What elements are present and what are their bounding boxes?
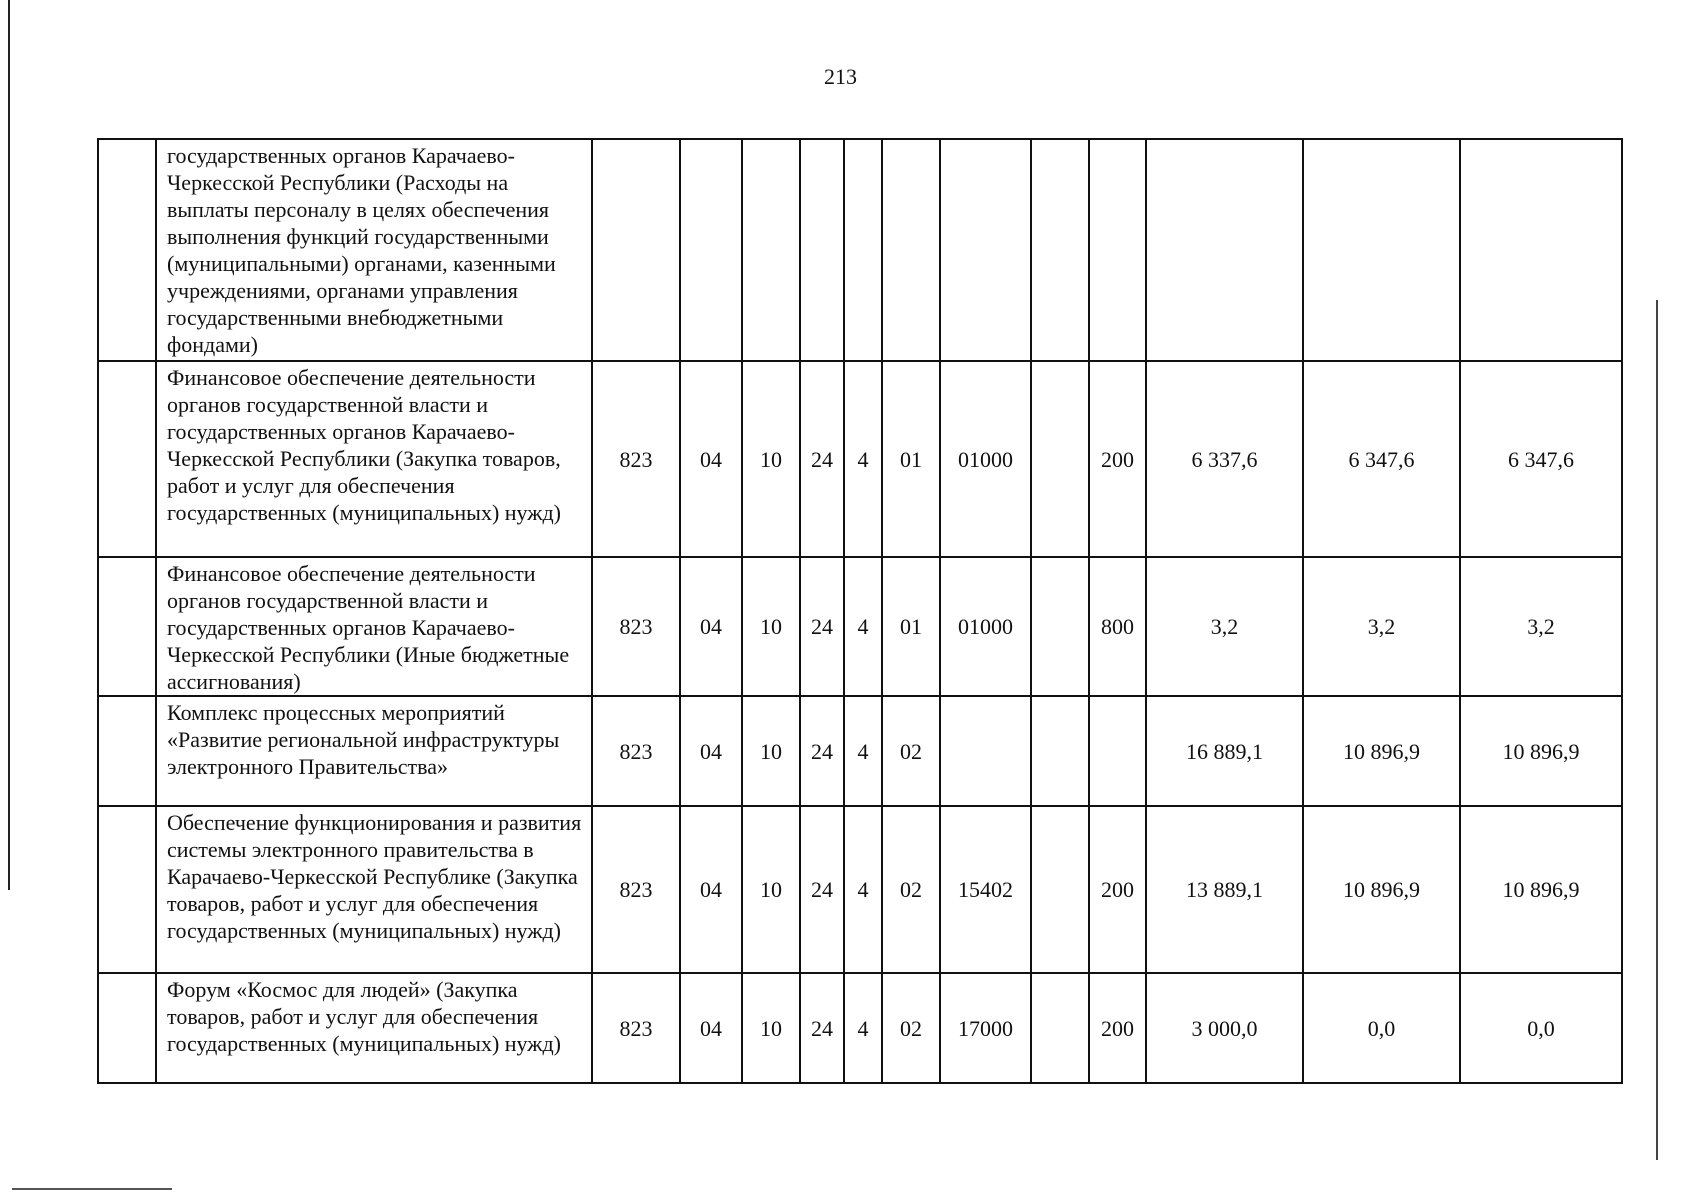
amount-3-cell: 10 896,9 [1460,696,1622,806]
row-marker-cell [98,806,156,973]
description-cell: Финансовое обеспечение деятельности органов государственной власти и государственных органов Карачаево-Черкесской Республики (Закупка товаров, работ и услуг для обеспечения государственных (муниципальных) нужд) [156,361,592,557]
amount-1-cell: 3 000,0 [1146,973,1303,1083]
section-cell: 04 [680,361,742,557]
amount-2-cell: 6 347,6 [1303,361,1460,557]
subprogram-cell: 4 [844,806,882,973]
row-marker-cell [98,973,156,1083]
code-cell [592,139,680,361]
scan-edge-left [8,0,10,890]
blank-cell [1031,696,1089,806]
blank-cell [1031,139,1089,361]
subsection-cell: 10 [742,973,800,1083]
blank-cell [1031,557,1089,696]
row-marker-cell [98,361,156,557]
program-cell: 24 [800,696,844,806]
blank-cell [1031,806,1089,973]
code-cell: 823 [592,557,680,696]
subprogram-cell: 4 [844,973,882,1083]
code-cell: 823 [592,361,680,557]
amount-3-cell: 10 896,9 [1460,806,1622,973]
measure-cell: 02 [882,973,940,1083]
direction-cell [940,696,1031,806]
code-cell: 823 [592,696,680,806]
measure-cell: 01 [882,557,940,696]
subprogram-cell [844,139,882,361]
code-cell: 823 [592,806,680,973]
page-number: 213 [824,64,857,89]
description-cell: государственных органов Карачаево-Черкесской Республики (Расходы на выплаты персоналу в целях обеспечения выполнения функций государственными (муниципальными) органами, казенными учреждениями, органами управления государственными внебюджетными фондами) [156,139,592,361]
code-cell: 823 [592,973,680,1083]
expense-type-cell: 800 [1089,557,1146,696]
expense-type-cell [1089,139,1146,361]
scan-edge-right [1656,300,1658,1160]
measure-cell [882,139,940,361]
table-row [98,806,1622,973]
row-marker-cell [98,696,156,806]
description-cell: Финансовое обеспечение деятельности органов государственной власти и государственных органов Карачаево-Черкесской Республики (Иные бюджетные ассигнования) [156,557,592,696]
program-cell: 24 [800,806,844,973]
amount-1-cell: 3,2 [1146,557,1303,696]
direction-cell: 15402 [940,806,1031,973]
table-row [98,973,1622,1083]
amount-1-cell: 16 889,1 [1146,696,1303,806]
amount-3-cell [1460,139,1622,361]
subsection-cell: 10 [742,696,800,806]
amount-2-cell: 10 896,9 [1303,696,1460,806]
amount-1-cell: 13 889,1 [1146,806,1303,973]
scan-edge-bottom [12,1188,172,1190]
description-cell: Комплекс процессных мероприятий «Развитие региональной инфраструктуры электронного Правительства» [156,696,592,806]
amount-2-cell: 3,2 [1303,557,1460,696]
amount-3-cell: 6 347,6 [1460,361,1622,557]
measure-cell: 02 [882,696,940,806]
amount-2-cell: 0,0 [1303,973,1460,1083]
program-cell: 24 [800,361,844,557]
section-cell: 04 [680,696,742,806]
expense-type-cell: 200 [1089,973,1146,1083]
section-cell: 04 [680,557,742,696]
blank-cell [1031,973,1089,1083]
budget-table [97,138,1623,1084]
expense-type-cell: 200 [1089,806,1146,973]
row-marker-cell [98,139,156,361]
program-cell: 24 [800,557,844,696]
subsection-cell: 10 [742,806,800,973]
subsection-cell: 10 [742,361,800,557]
amount-1-cell [1146,139,1303,361]
amount-3-cell: 0,0 [1460,973,1622,1083]
expense-type-cell [1089,696,1146,806]
subsection-cell [742,139,800,361]
expense-type-cell: 200 [1089,361,1146,557]
subprogram-cell: 4 [844,361,882,557]
table-row [98,139,1622,361]
subsection-cell: 10 [742,557,800,696]
subprogram-cell: 4 [844,696,882,806]
table-row [98,696,1622,806]
measure-cell: 01 [882,361,940,557]
description-cell: Обеспечение функционирования и развития системы электронного правительства в Карачаево-Черкесской Республике (Закупка товаров, работ и услуг для обеспечения государственных (муниципальных) нужд) [156,806,592,973]
program-cell [800,139,844,361]
direction-cell [940,139,1031,361]
description-cell: Форум «Космос для людей» (Закупка товаров, работ и услуг для обеспечения государственных (муниципальных) нужд) [156,973,592,1083]
blank-cell [1031,361,1089,557]
direction-cell: 01000 [940,361,1031,557]
direction-cell: 01000 [940,557,1031,696]
amount-2-cell: 10 896,9 [1303,806,1460,973]
table-row [98,361,1622,557]
table-row [98,557,1622,696]
direction-cell: 17000 [940,973,1031,1083]
program-cell: 24 [800,973,844,1083]
section-cell: 04 [680,973,742,1083]
amount-2-cell [1303,139,1460,361]
section-cell [680,139,742,361]
section-cell: 04 [680,806,742,973]
table-body [98,139,1622,1083]
row-marker-cell [98,557,156,696]
subprogram-cell: 4 [844,557,882,696]
amount-1-cell: 6 337,6 [1146,361,1303,557]
measure-cell: 02 [882,806,940,973]
amount-3-cell: 3,2 [1460,557,1622,696]
